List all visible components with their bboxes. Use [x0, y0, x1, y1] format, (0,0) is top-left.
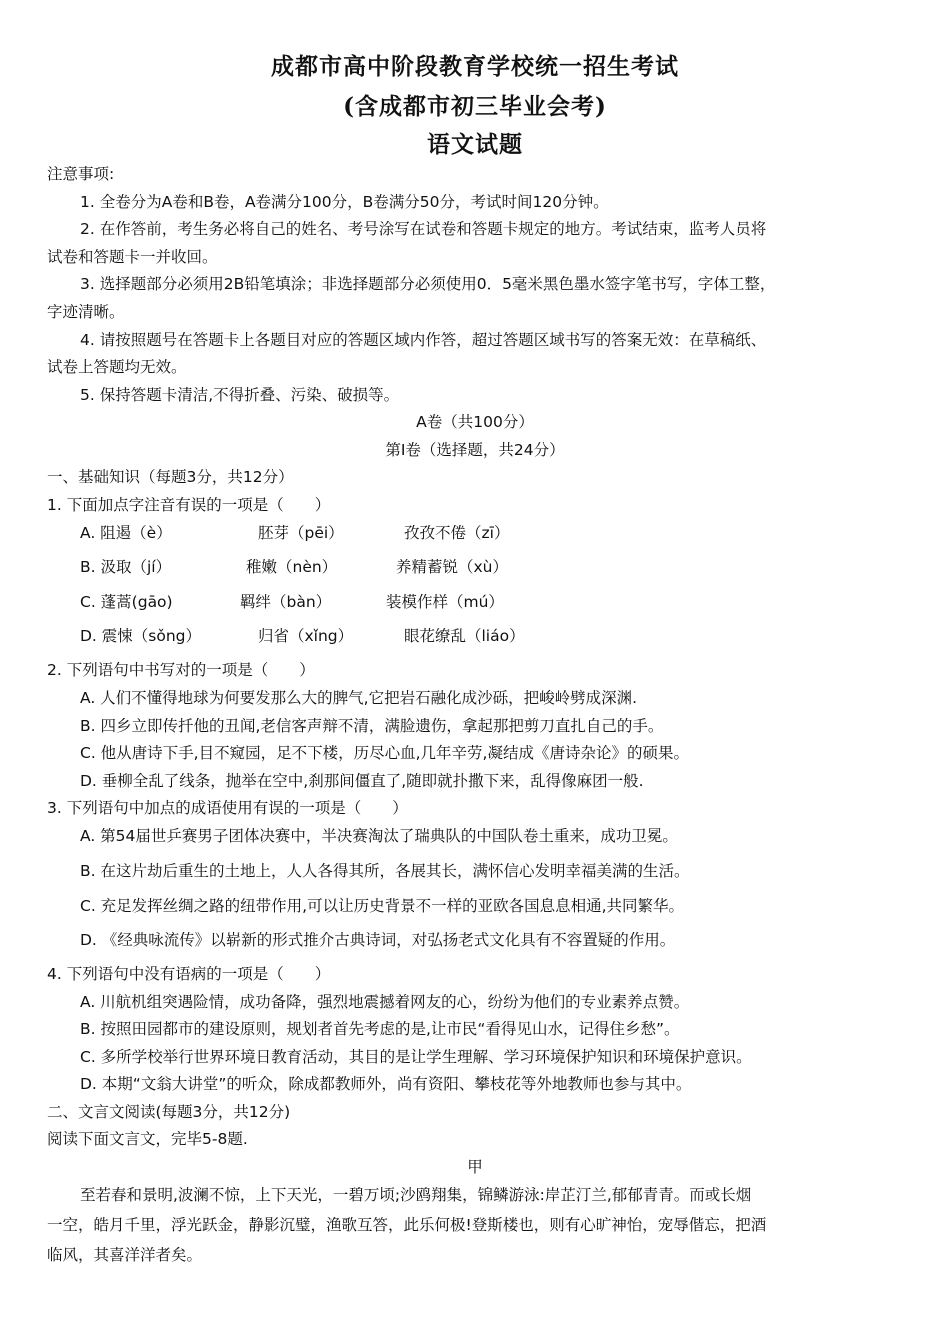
notice-item-2-cont: 试卷和答题卡一并收回。	[47, 248, 218, 266]
q1-option-c-2: 羁绊（bàn）	[240, 593, 332, 611]
q2-option-c: C. 他从唐诗下手,目不窥园，足不下楼，历尽心血,几年辛劳,凝结成《唐诗杂论》的硕果。	[80, 744, 689, 762]
q1-option-d-2: 归省（xǐng）	[258, 627, 354, 645]
q1-option-d-1: D. 震悚（sǒng）	[80, 627, 202, 645]
exam-subtitle: (含成都市初三毕业会考)	[343, 93, 607, 120]
notice-item-2: 2. 在作答前，考生务必将自己的姓名、考号涂写在试卷和答题卡规定的地方。考试结束，监考人员将	[80, 220, 767, 238]
notice-item-3-cont: 字迹清晰。	[47, 303, 125, 321]
passage-line-3: 临风，其喜洋洋者矣。	[47, 1246, 203, 1264]
notice-item-3: 3. 选择题部分必须用2B铅笔填涂；非选择题部分必须使用0．5毫米黑色墨水签字笔书写，字体工整，	[80, 275, 776, 293]
q3-stem: 3. 下列语句中加点的成语使用有误的一项是（ ）	[47, 799, 408, 817]
subject-title: 语文试题	[427, 131, 523, 158]
q1-option-d-3: 眼花缭乱（liáo）	[404, 627, 525, 645]
q1-option-a-2: 胚芽（pēi）	[258, 524, 344, 542]
q4-option-a: A. 川航机组突遇险情，成功备降，强烈地震撼着网友的心，纷纷为他们的专业素养点赞。	[80, 993, 690, 1011]
passage-line-1: 至若春和景明,波澜不惊，上下天光，一碧万顷;沙鸥翔集，锦鳞游泳:岸芷汀兰,郁郁青青。而或长烟	[80, 1186, 752, 1204]
q1-option-a-3: 孜孜不倦（zī）	[404, 524, 510, 542]
q2-stem: 2. 下列语句中书写对的一项是（ ）	[47, 661, 315, 679]
q1-stem: 1. 下面加点字注音有误的一项是（ ）	[47, 496, 331, 514]
passage-label: 甲	[467, 1158, 483, 1176]
part2-instruction: 阅读下面文言文，完毕5-8题.	[47, 1130, 248, 1148]
q1-option-c-3: 装模作样（mú）	[386, 593, 504, 611]
q4-option-d: D. 本期“文翁大讲堂”的听众，除成都教师外，尚有资阳、攀枝花等外地教师也参与其中。	[80, 1075, 692, 1093]
q1-option-a-1: A. 阻遏（è）	[80, 524, 172, 542]
q3-option-c: C. 充足发挥丝绸之路的纽带作用,可以让历史背景不一样的亚欧各国息息相通,共同繁华。	[80, 897, 685, 915]
part2-heading: 二、文言文阅读(每题3分，共12分)	[47, 1103, 291, 1121]
section-a-subtitle: 第Ⅰ卷（选择题，共24分）	[385, 441, 565, 459]
q2-option-a: A. 人们不懂得地球为何要发那么大的脾气,它把岩石融化成沙砾，把峻岭劈成深渊.	[80, 689, 638, 707]
q3-option-a: A. 第54届世乒赛男子团体决赛中，半决赛淘汰了瑞典队的中国队卷土重来，成功卫冕。	[80, 827, 678, 845]
part1-heading: 一、基础知识（每题3分，共12分）	[47, 468, 294, 486]
q4-stem: 4. 下列语句中没有语病的一项是（ ）	[47, 965, 331, 983]
q3-option-d: D. 《经典咏流传》以崭新的形式推介古典诗词，对弘扬老式文化具有不容置疑的作用。	[80, 931, 676, 949]
q2-option-b: B. 四乡立即传扦他的丑闻,老信客声辩不清，满脸遗伤，拿起那把剪刀直扎自己的手。	[80, 717, 664, 735]
q1-option-b-3: 养精蓄锐（xù）	[396, 558, 508, 576]
q3-option-b: B. 在这片劫后重生的土地上，人人各得其所，各展其长，满怀信心发明幸福美满的生活。	[80, 862, 690, 880]
notice-item-1: 1. 全卷分为A卷和B卷，A卷满分100分，B卷满分50分，考试时间120分钟。	[80, 193, 609, 211]
notice-item-4: 4. 请按照题号在答题卡上各题目对应的答题区域内作答，超过答题区域书写的答案无效：在草稿纸、	[80, 331, 767, 349]
q2-option-d: D. 垂柳全乱了线条，抛举在空中,刹那间僵直了,随即就扑撒下来，乱得像麻团一般.	[80, 772, 644, 790]
q1-option-c-1: C. 蓬蒿(gāo)	[80, 593, 173, 611]
notice-heading: 注意事项:	[47, 165, 115, 183]
exam-title: 成都市高中阶段教育学校统一招生考试	[271, 53, 679, 80]
q1-option-b-2: 稚嫩（nèn）	[246, 558, 338, 576]
q1-option-b-1: B. 汲取（jí）	[80, 558, 172, 576]
q4-option-b: B. 按照田园都市的建设原则，规划者首先考虑的是,让市民“看得见山水，记得住乡愁”。	[80, 1020, 680, 1038]
notice-item-5: 5. 保持答题卡清洁,不得折叠、污染、破损等。	[80, 386, 400, 404]
section-a-title: A卷（共100分）	[416, 413, 534, 431]
passage-line-2: 一空，皓月千里，浮光跃金，静影沉璧，渔歌互答，此乐何极!登斯楼也，则有心旷神怡，宠辱偕忘，把酒	[47, 1216, 767, 1234]
q4-option-c: C. 多所学校举行世界环境日教育活动，其目的是让学生理解、学习环境保护知识和环境保护意识。	[80, 1048, 752, 1066]
notice-item-4-cont: 试卷上答题均无效。	[47, 358, 187, 376]
